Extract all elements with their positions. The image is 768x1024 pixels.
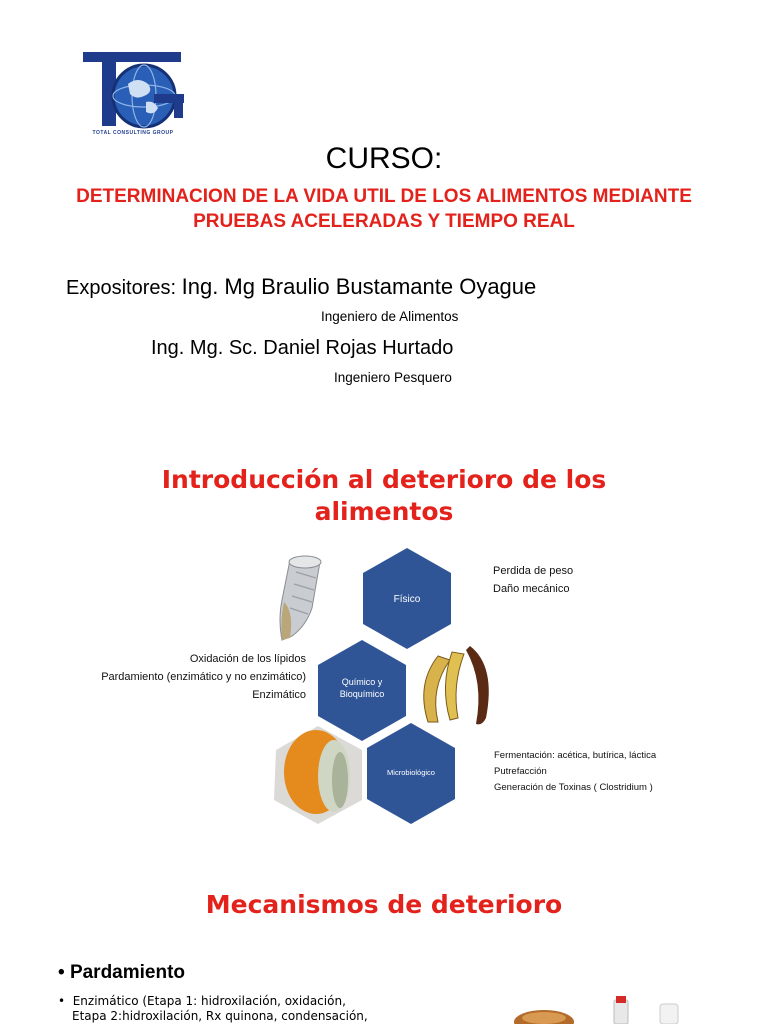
course-title-line1: DETERMINACION DE LA VIDA UTIL DE LOS ALIMENTOS MEDIANTE (76, 186, 692, 207)
enzimatico-line1: Enzimático (Etapa 1: hidroxilación, oxidación, (72, 994, 346, 1008)
bananas-image (409, 636, 497, 737)
speaker2-role: Ingeniero Pesquero (334, 370, 452, 385)
enzimatico-bullet (58, 994, 368, 1024)
quimico-note: Pardamiento (enzimático y no enzimático) (101, 671, 306, 683)
course-title-line2: PRUEBAS ACELERADAS Y TIEMPO REAL (193, 211, 575, 232)
intro-title-line2: alimentos (314, 497, 454, 526)
moldy-orange-image (274, 724, 362, 825)
micro-note: Generación de Toxinas ( Clostridium ) (494, 782, 653, 793)
hex-fisico-label: Físico (393, 594, 421, 605)
quimico-notes (60, 650, 306, 704)
micro-note: Fermentación: acética, butírica, láctica (494, 750, 657, 761)
pardamiento-label: Pardamiento (69, 962, 186, 983)
speaker1-role: Ingeniero de Alimentos (321, 309, 459, 324)
hex-quimico-label-line1: Químico y (341, 677, 383, 687)
speaker2-name: Ing. Mg. Sc. Daniel Rojas Hurtado (151, 337, 454, 359)
bottle-image (614, 1000, 628, 1024)
dented-can-image (230, 556, 321, 662)
enzimatico-line2: Etapa 2:hidroxilación, Rx quinona, condensación, (72, 1009, 368, 1023)
bottom-images (500, 996, 700, 1024)
pardamiento-bullet (58, 962, 185, 984)
expositores-label: Expositores: (66, 277, 177, 299)
speaker1-name: Ing. Mg Braulio Bustamante Oyague (181, 274, 537, 299)
fisico-note: Perdida de peso (493, 565, 574, 577)
intro-title-line1: Introducción al deterioro de los (161, 465, 607, 494)
quimico-note: Oxidación de los lípidos (189, 653, 306, 665)
micro-note: Putrefacción (494, 766, 547, 777)
bullet-dot: • (58, 994, 73, 1008)
fisico-notes (493, 562, 573, 598)
logo-caption: TOTAL CONSULTING GROUP (92, 130, 174, 136)
micro-notes (494, 748, 656, 796)
curso-label: CURSO: (325, 142, 443, 175)
fisico-note: Daño mecánico (493, 583, 570, 595)
quimico-note: Enzimático (252, 689, 306, 701)
bullet-dot: • (58, 962, 65, 983)
hex-micro-label: Microbiológico (387, 768, 435, 777)
hex-quimico-label-line2: Bioquímico (339, 689, 385, 699)
mechanisms-title: Mecanismos de deterioro (205, 890, 563, 919)
